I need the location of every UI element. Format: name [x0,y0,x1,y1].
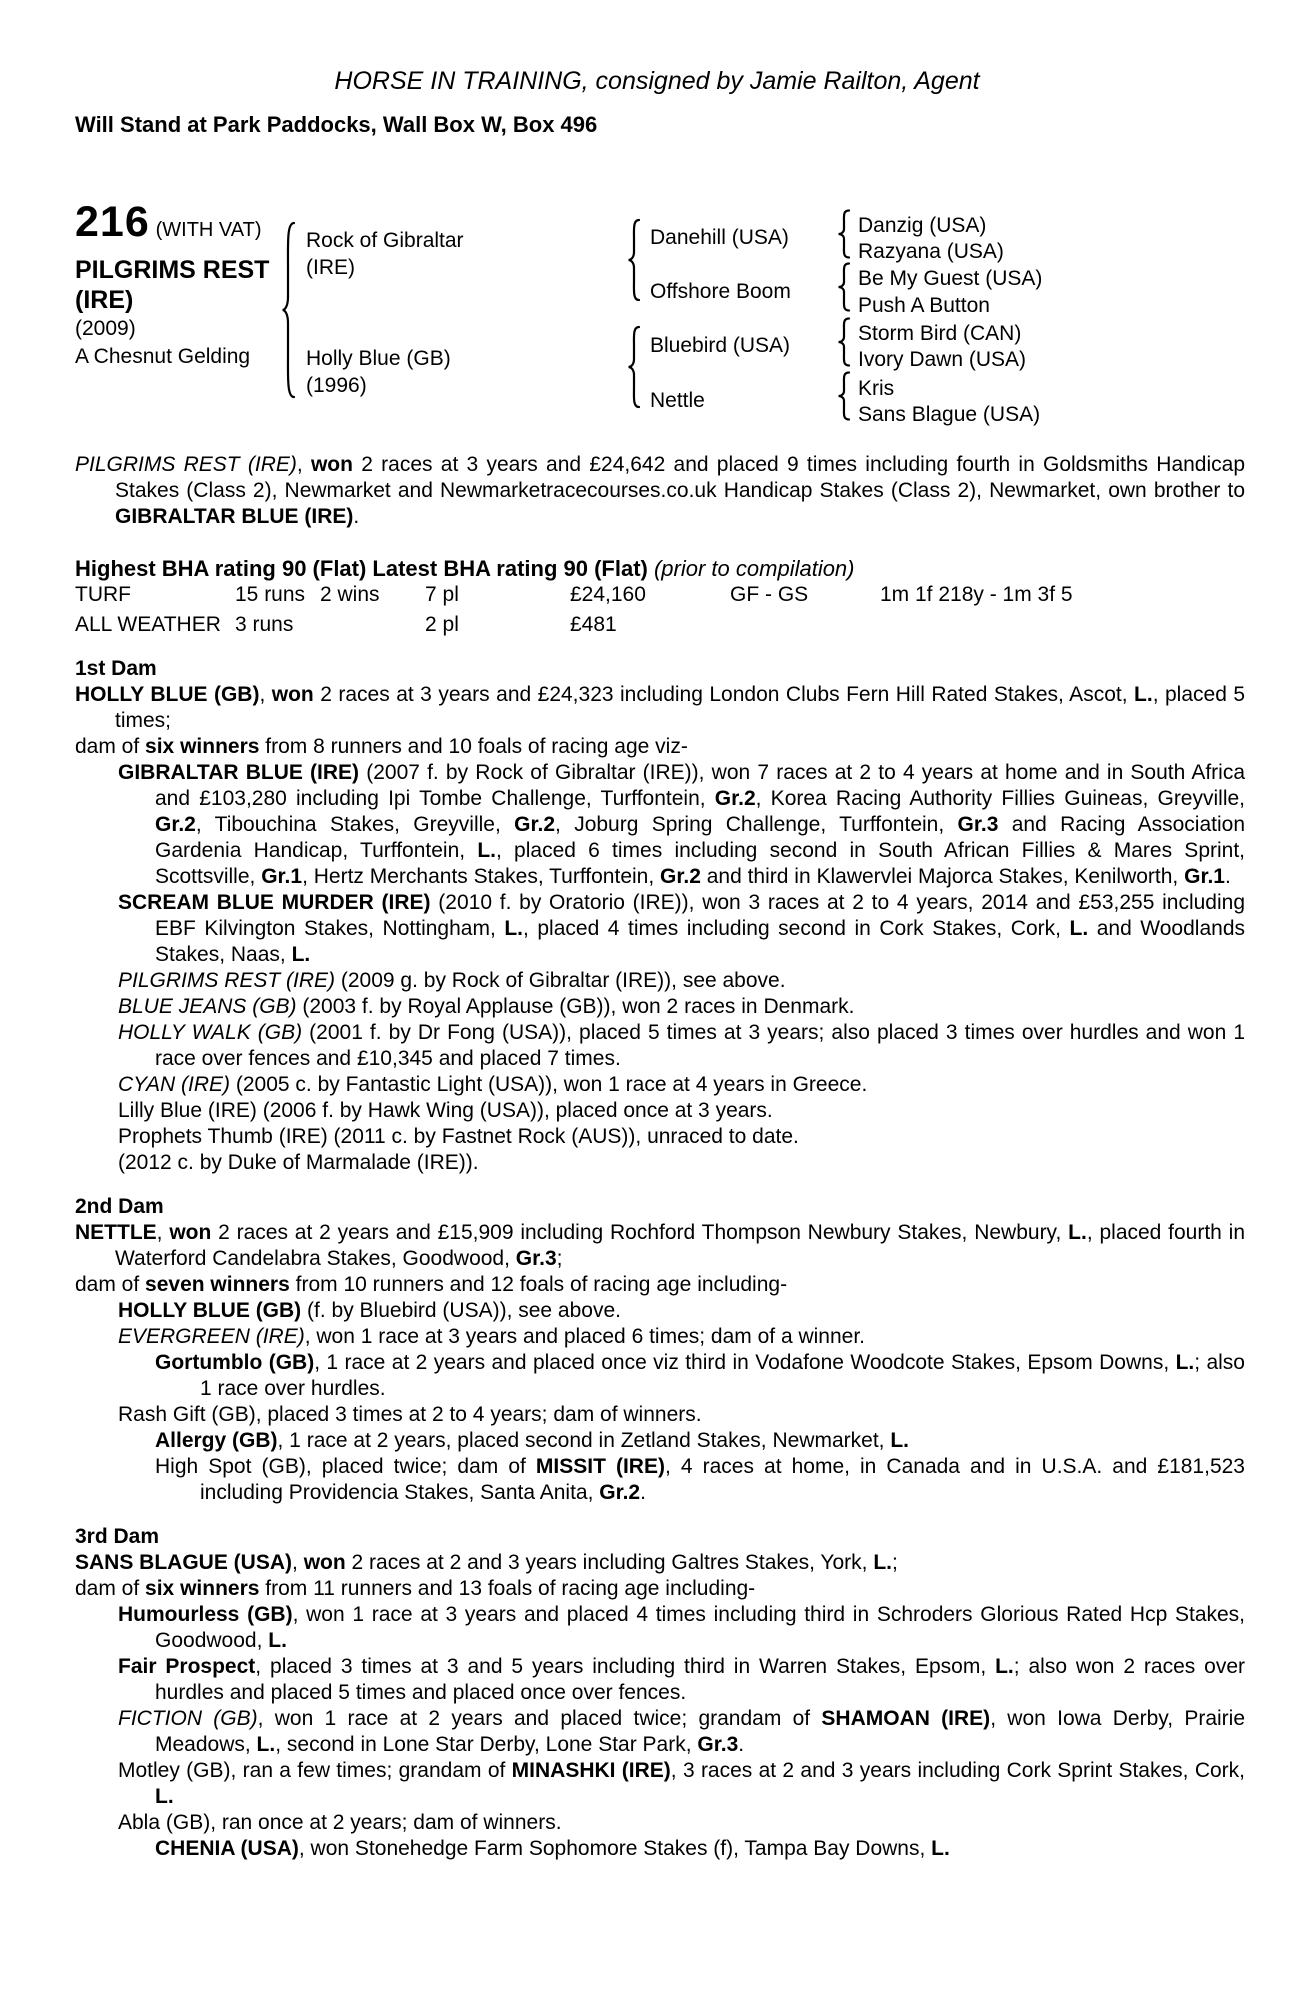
produce-entry: CYAN (IRE) (2005 c. by Fantastic Light (USA)), won 1 race at 4 years in Greece. [118,1073,868,1096]
produce-entry: Motley (GB), ran a few times; grandam of MINASHKI (IRE), 3 races at 2 and 3 years including Cork Sprint Stakes, Cork, L. [118,1759,1245,1808]
dam-heading: 3rd Dam [75,1525,160,1548]
lot-number: 216 [75,198,150,246]
bha-row-all-weather [75,612,1245,642]
race-record: PILGRIMS REST (IRE), won 2 races at 3 years and £24,642 and placed 9 times including fourth in Goldsmiths Handicap Stakes (Class 2), Newmarket and Newmarketracecourses.co.uk Handicap Stakes (Class 2), Newmarket, own brother to GIBRALTAR BLUE (IRE). [75,453,1246,528]
great-grandparent-cell: Push A Button [858,294,990,317]
sire-name: Rock of Gibraltar [306,229,464,252]
runs-value: 15 runs [235,583,306,606]
horse-country: (IRE) [75,286,134,314]
produce-entry: PILGRIMS REST (IRE) (2009 g. by Rock of Gibraltar (IRE)), see above. [118,969,786,992]
produce-entry: FICTION (GB), won 1 race at 2 years and placed twice; grandam of SHAMOAN (IRE), won Iowa Derby, Prairie Meadows, L., second in Lone Star Derby, Lone Star Park, Gr.3. [118,1707,1246,1756]
sire-cell [306,227,464,281]
horse-description: A Chesnut Gelding [75,345,251,368]
produce-entry: HOLLY WALK (GB) (2001 f. by Dr Fong (USA)), placed 5 times at 3 years; also placed 3 times over hurdles and won 1 race over fences and £10,345 and placed 7 times. [118,1021,1245,1070]
pedigree-brace-icon [836,209,852,259]
produce-entry: Lilly Blue (IRE) (2006 f. by Hawk Wing (USA)), placed once at 3 years. [118,1099,773,1122]
great-grandparent-cell: Razyana (USA) [858,240,1004,263]
placed-value: 2 pl [425,613,459,636]
vat-note: (WITH VAT) [155,219,262,241]
pedigree-brace-icon [626,218,643,302]
bha-rating-line: Highest BHA rating 90 (Flat) Latest BHA rating 90 (Flat) (prior to compilation) [75,556,855,581]
produce-entry: HOLLY BLUE (GB) (f. by Bluebird (USA)), see above. [118,1299,621,1322]
produce-entry: Humourless (GB), won 1 race at 3 years and placed 4 times including third in Schroders Glorious Rated Hcp Stakes, Goodwood, L. [118,1603,1246,1652]
great-grandparent-cell: Danzig (USA) [858,214,987,237]
great-grandparent-cell: Ivory Dawn (USA) [858,348,1027,371]
surface-label: ALL WEATHER [75,613,221,636]
dam-section-1 [75,656,1245,1176]
great-grandparent-cell: Storm Bird (CAN) [858,322,1022,345]
grandsire-cell: Danehill (USA) [650,226,789,249]
horse-name: PILGRIMS REST [75,256,270,284]
produce-entry: Abla (GB), ran once at 2 years; dam of winners. [118,1811,562,1834]
produce-entry: BLUE JEANS (GB) (2003 f. by Royal Applause (GB)), won 2 races in Denmark. [118,995,855,1018]
placed-value: 7 pl [425,583,459,606]
great-grandparent-cell: Sans Blague (USA) [858,403,1041,426]
lot-number-row [75,198,290,255]
dam-record: SANS BLAGUE (USA), won 2 races at 2 and 3 years including Galtres Stakes, York, L.; [75,1551,898,1574]
produce-intro: dam of six winners from 11 runners and 13 foals of racing age including- [75,1577,756,1600]
produce-entry: Prophets Thumb (IRE) (2011 c. by Fastnet Rock (AUS)), unraced to date. [118,1125,799,1148]
dam-heading: 1st Dam [75,657,157,680]
catalogue-text [75,452,1245,1862]
produce-entry: EVERGREEN (IRE), won 1 race at 3 years and placed 6 times; dam of a winner. [118,1325,866,1348]
produce-entry: Rash Gift (GB), placed 3 times at 2 to 4 years; dam of winners. [118,1403,702,1426]
dam-record: HOLLY BLUE (GB), won 2 races at 3 years and £24,323 including London Clubs Fern Hill Rated Stakes, Ascot, L., placed 5 times; [75,683,1246,732]
dam-year: (1996) [306,374,367,397]
produce-intro: dam of six winners from 8 runners and 10 foals of racing age viz- [75,735,688,758]
grandsire-cell: Bluebird (USA) [650,334,791,357]
going-range: GF - GS [730,583,809,606]
stand-location: Will Stand at Park Paddocks, Wall Box W, Box 496 [75,112,598,137]
pedigree-brace-icon [836,262,852,312]
produce-entry: High Spot (GB), placed twice; dam of MISSIT (IRE), 4 races at home, in Canada and in U.S.A. and £181,523 including Providencia Stakes, Santa Anita, Gr.2. [155,1455,1245,1504]
dam-section-2 [75,1194,1245,1506]
granddam-cell: Nettle [650,389,705,412]
surface-label: TURF [75,583,131,606]
foaling-year: (2009) [75,317,136,340]
produce-entry: (2012 c. by Duke of Marmalade (IRE)). [118,1151,479,1174]
produce-entry: Allergy (GB), 1 race at 2 years, placed second in Zetland Stakes, Newmarket, L. [155,1429,909,1452]
great-grandparent-cell: Be My Guest (USA) [858,267,1043,290]
produce-entry: Gortumblo (GB), 1 race at 2 years and placed once viz third in Vodafone Woodcote Stakes, Epsom Downs, L.; also 1 race over hurdles. [155,1351,1245,1400]
produce-entry: Fair Prospect, placed 3 times at 3 and 5 years including third in Warren Stakes, Epsom, L.; also won 2 races over hurdles and placed 5 times and placed once over fences. [118,1655,1246,1704]
pedigree-table [0,198,1314,440]
earnings-value: £24,160 [570,583,646,606]
pedigree-brace-icon [836,317,852,367]
produce-intro: dam of seven winners from 10 runners and 12 foals of racing age including- [75,1273,788,1296]
runs-value: 3 runs [235,613,294,636]
dam-cell [306,345,451,399]
bha-block [75,556,1245,642]
dam-section-3 [75,1524,1245,1862]
bha-row-turf [75,582,1245,612]
consignor-header: HORSE IN TRAINING, consigned by Jamie Railton, Agent [334,67,980,95]
great-grandparent-cell: Kris [858,377,895,400]
dam-name: Holly Blue (GB) [306,347,451,370]
earnings-value: £481 [570,613,617,636]
pedigree-brace-icon [836,371,852,421]
wins-value: 2 wins [320,583,380,606]
granddam-cell: Offshore Boom [650,280,791,303]
dam-heading: 2nd Dam [75,1195,164,1218]
distance-range: 1m 1f 218y - 1m 3f 5 [880,583,1073,606]
pedigree-brace-icon [280,221,297,399]
lot-block [75,198,290,371]
produce-entry: GIBRALTAR BLUE (IRE) (2007 f. by Rock of Gibraltar (IRE)), won 7 races at 2 to 4 years at home and in South Africa and £103,280 including Ipi Tombe Challenge, Turffontein, Gr.2, Korea Racing Authority Fillies Guineas, Greyville, Gr.2, Tibouchina Stakes, Greyville, Gr.2, Joburg Spring Challenge, Turffontein, Gr.3 and Racing Association Gardenia Handicap, Turffontein, L., placed 6 times including second in South African Fillies & Mares Sprint, Scottsville, Gr.1, Hertz Merchants Stakes, Turffontein, Gr.2 and third in Klawervlei Majorca Stakes, Kenilworth, Gr.1. [118,761,1246,888]
produce-entry: SCREAM BLUE MURDER (IRE) (2010 f. by Oratorio (IRE)), won 3 races at 2 to 4 years, 2014 and £53,255 including EBF Kilvington Stakes, Nottingham, L., placed 4 times including second in Cork Stakes, Cork, L. and Woodlands Stakes, Naas, L. [118,891,1246,966]
produce-entry: CHENIA (USA), won Stonehedge Farm Sophomore Stakes (f), Tampa Bay Downs, L. [155,1837,950,1860]
pedigree-brace-icon [626,325,643,409]
sire-country: (IRE) [306,256,355,279]
dam-record: NETTLE, won 2 races at 2 years and £15,909 including Rochford Thompson Newbury Stakes, Newbury, L., placed fourth in Waterford Candelabra Stakes, Goodwood, Gr.3; [75,1221,1246,1270]
